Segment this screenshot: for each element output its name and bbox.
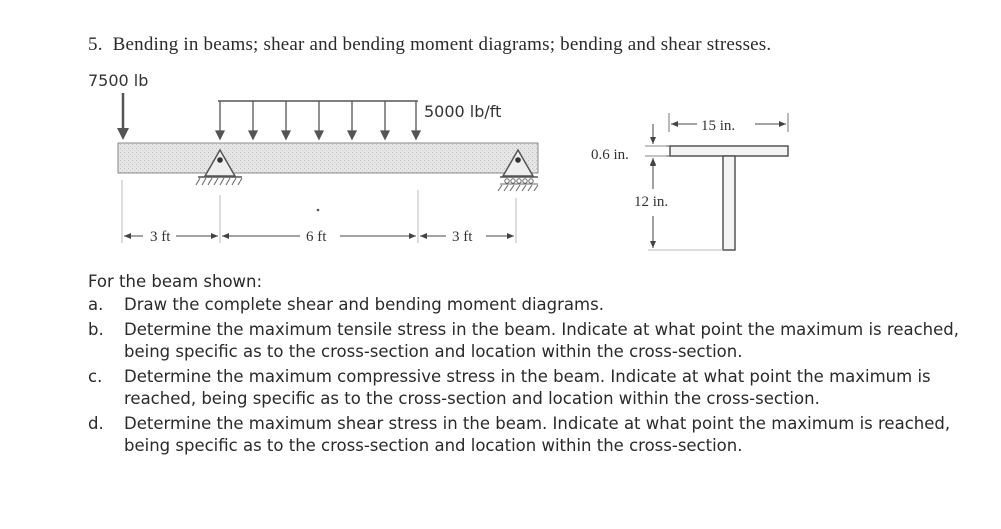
question-text: Determine the maximum compressive stress in the beam. Indicate at what point the maximum is reached, being specific as to the cross-section and location within the cross-section. (124, 367, 931, 408)
problem-number: 5. (88, 34, 103, 55)
point-load-group (88, 71, 148, 140)
question-item (88, 413, 988, 457)
question-marker: b. (88, 320, 104, 339)
point-load-label: 7500 lb (88, 71, 149, 90)
flange (670, 146, 788, 156)
flange-width-label: 15 in. (701, 118, 736, 134)
question-marker: c. (88, 367, 103, 386)
span-middle-label: 6 ft (306, 229, 327, 245)
span-left-label: 3 ft (150, 229, 171, 245)
question-item (88, 366, 988, 410)
question-marker: a. (88, 295, 104, 314)
question-text: Draw the complete shear and bending moment diagrams. (124, 295, 604, 314)
web (723, 156, 735, 250)
beam (118, 143, 538, 173)
distributed-load-arrows (216, 101, 420, 139)
point-load-arrowhead (117, 128, 129, 140)
flange-thickness-label: 0.6 in. (591, 147, 629, 163)
span-right-label: 3 ft (452, 229, 473, 245)
question-list (88, 294, 988, 460)
problem-title: Bending in beams; shear and bending moment diagrams; bending and shear stresses. (112, 34, 772, 55)
questions-intro: For the beam shown: (88, 272, 263, 291)
question-text: Determine the maximum tensile stress in the beam. Indicate at what point the maximum is reached, being specific as to the cross-section and location within the cross-section. (124, 320, 959, 361)
question-item (88, 294, 988, 316)
distributed-load-label: 5000 lb/ft (424, 102, 502, 121)
distributed-load-group (216, 101, 501, 139)
question-item (88, 319, 988, 363)
midspan-dot (317, 209, 320, 212)
span-dimensions (124, 229, 514, 245)
question-marker: d. (88, 414, 104, 433)
question-text: Determine the maximum shear stress in the beam. Indicate at what point the maximum is reached, being specific as to the cross-section and location within the cross-section. (124, 414, 951, 455)
t-cross-section (591, 113, 788, 250)
web-height-label: 12 in. (634, 194, 669, 210)
